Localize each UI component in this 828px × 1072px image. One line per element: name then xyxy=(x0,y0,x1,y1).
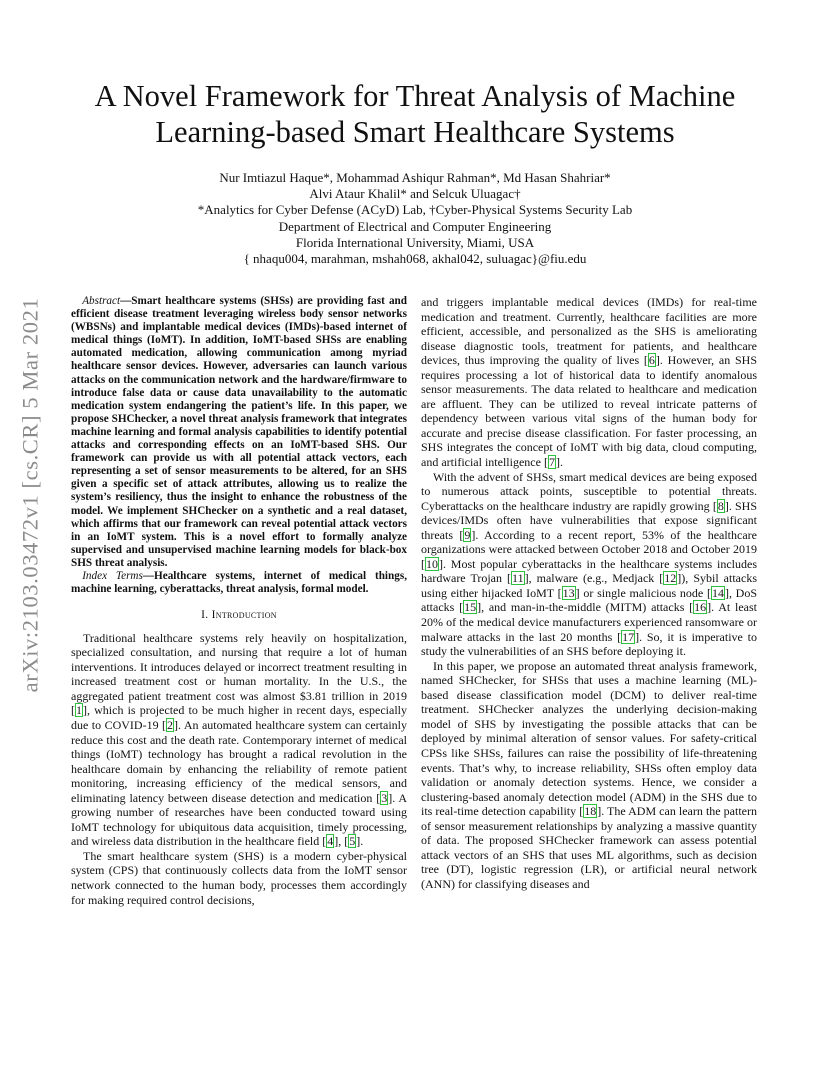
index-terms-text: —Healthcare systems, internet of medical things, machine learning, cyberattacks, threat analysis, formal model. xyxy=(71,569,407,596)
index-terms-label: Index Terms xyxy=(82,569,143,582)
author-emails: { nhaqu004, marahman, mshah068, akhal042, suluagac}@fiu.edu xyxy=(243,251,587,267)
intro-text: . A growing number of researches have been conducted toward using IoMT technology for ubiquitous data acquisition, timely processing, and wireless data distribution in the healthcare field xyxy=(71,790,407,849)
intro-paragraph-2: The smart healthcare system (SHS) is a modern cyber-physical system (CPS) that continuously collects data from the IoMT sensor network connected to the human body, processes them accordingly for making required control decisions, xyxy=(71,848,407,907)
affiliation-line-3: Florida International University, Miami, USA xyxy=(295,234,535,250)
intro-paragraph-1: Traditional healthcare systems rely heavily on hospitalization, specialized consultation, and nursing that require a lot of human interventions. It introduces delayed or incorrect treatment resulting in increased treatment cost or human mortality. In the U.S., the aggregated patient treatment cost was almost $3.81 trillion in 2019 [1], which is projected to be much higher in recent days, especially due to COVID-19 [2]. An automated healthcare system can certainly reduce this cost and the death rate. Contemporary internet of medical things (IoMT) technology has brought a radical revolution in the healthcare domain by enhancing the reliability of remote patient monitoring, increasing efficiency of the medical sensors, and eliminating latency between disease detection and medication [3]. A growing number of researches have been conducted toward using IoMT technology for ubiquitous data acquisition, timely processing, and wireless data distribution in the healthcare field [4], [5]. xyxy=(71,630,408,849)
citation-link[interactable]: 12 xyxy=(664,571,677,586)
citation-link[interactable]: 3 xyxy=(381,790,388,805)
intro-paragraph-4: With the advent of SHSs, smart medical devices are being exposed to numerous attack points, susceptible to potential threats. Cyberattacks on the healthcare industry are rapidly growing [8]. SHS devices/IMDs often have vulnerabilities that expose significant threats [9]. According to a recent report, 53% of the healthcare organizations were attacked between October 2018 and October 2019 [10]. Most popular cyberattacks in the healthcare systems includes hardware Trojan [11], malware (e.g., Medjack [12]), Sybil attacks using either hijacked IoMT [13] or single malicious node [14], DoS attacks [15], and man-in-the-middle (MITM) attacks [16]. At least 20% of the medical device manufacturers experienced ransomware or malware attacks in the last 20 months [17]. So, it is imperative to study the vulnerabilities of an SHS before deploying it. xyxy=(421,469,758,659)
intro-text: , which is projected to be much higher in recent days, especially due to COVID-19 xyxy=(71,703,407,732)
intro-text: , DoS attacks xyxy=(421,585,758,615)
intro-text: or single malicious node xyxy=(579,585,707,600)
intro-text: , and man-in-the-middle (MITM) attacks xyxy=(481,600,690,615)
title-line-2: Learning-based Smart Healthcare Systems xyxy=(155,115,675,149)
intro-text: ), Sybil attacks using either hijacked IoMT xyxy=(421,571,757,600)
intro-text: . The ADM can learn the pattern of sensor measurement relationships by analyzing a massive quantity of data. The proposed SHChecker framework can assess potential attack vectors of an SHS that uses ML algorithms, such as decision tree (DT), logistic regression (LR), or artificial neural network (ANN) for classifying diseases and xyxy=(421,804,757,891)
intro-text: , xyxy=(338,834,345,849)
citation-link[interactable]: 11 xyxy=(512,571,524,586)
intro-text: . Most popular cyberattacks in the healthcare systems includes hardware Trojan xyxy=(421,556,757,586)
citation-link[interactable]: 2 xyxy=(167,717,174,732)
section-number: I. xyxy=(201,609,212,622)
citation-link[interactable]: 7 xyxy=(548,455,555,470)
abstract-text: —Smart healthcare systems (SHSs) are providing fast and efficient disease treatment leveraging wireless body sensor networks (WBSNs) and implantable medical devices (IMDs)-based internet of medical things (IoMT). In addition, IoMT-based SHSs are enabling automated medication, allowing communication among myriad healthcare sensor devices. However, adversaries can launch various attacks on the communication network and the hardware/firmware to introduce false data or cause data unavailability to the automatic medication system endangering the patient’s life. In this paper, we propose SHChecker, a novel threat analysis framework that integrates machine learning and formal analysis capabilities to identify potential attacks and corresponding effects on an IoMT-based SHS. Our framework can provide us with all potential attack vectors, each representing a set of sensor measurements to be altered, for an SHS given a specific set of attack attributes, allowing us to realize the system’s resiliency, thus the insight to enhance the robustness of the model. We implement SHChecker on a synthetic and a real dataset, which affirms that our framework can reveal potential attack vectors in an IoMT system. This is a novel effort to formally analyze supervised and unsupervised machine learning models for black-box SHS threat analysis. xyxy=(71,295,407,569)
citation-link[interactable]: 1 xyxy=(76,703,82,718)
intro-text: . xyxy=(559,455,563,470)
citation-link[interactable]: 18 xyxy=(584,804,597,819)
right-column xyxy=(421,295,757,891)
affiliation-line-1: *Analytics for Cyber Defense (ACyD) Lab, †Cyber-Physical Systems Security Lab xyxy=(197,202,633,218)
section-heading-introduction xyxy=(71,608,407,623)
intro-paragraph-3: and triggers implantable medical devices (IMDs) for real-time medication and treatment. Currently, healthcare facilities are more efficient, accessible, and personalized as the SHS is ameliorating disease diagnostic tools, treatment for patients, and healthcare devices, thus improving the quality of lives [6]. However, an SHS requires processing a lot of historical data to identify anomalous sensor measurements. The data related to healthcare and medication are affluent. They can be utilized to reveal intricate patterns of dependency between various vital signs of the human body for accurate and precise disease classification. For faster processing, an SHS integrates the concept of IoMT with big data, cloud computing, and artificial intelligence [7]. xyxy=(421,295,758,470)
citation-link[interactable]: 4 xyxy=(327,834,334,849)
intro-paragraph-5: In this paper, we propose an automated threat analysis framework, named SHChecker, for SHSs that uses a machine learning (ML)-based disease classification model (DCM) to deliver real-time treatment. SHChecker analyzes the underlying decision-making model of SHS by investigating the possible attacks that can be deployed by minimal alteration of sensor values. For safety-critical CPSs like SHSs, failures can raise the possibility of life-threatening events. That’s why, to increase reliability, SHSs often employ data validation or anomaly detection systems. Hence, we consider a clustering-based anomaly detection model (ADM) in the SHS due to its real-time detection capability [18]. The ADM can learn the pattern of sensor measurement relationships by analyzing a massive quantity of data. The proposed SHChecker framework can assess potential attack vectors of an SHS that uses ML algorithms, such as decision tree (DT), logistic regression (LR), or artificial neural network (ANN) for classifying diseases and xyxy=(421,658,757,891)
index-terms xyxy=(71,570,407,596)
intro-text: . xyxy=(360,834,364,849)
citation-link[interactable]: 13 xyxy=(562,585,575,600)
paper-title xyxy=(55,78,775,150)
section-title: Introduction xyxy=(211,609,277,622)
intro-text: . However, an SHS requires processing a lot of historical data to identify anomalous sensor measurements. The data related to healthcare and medication are affluent. They can be utilized to reveal intricate patterns of dependency between various vital signs of the human body for accurate and precise disease classification. For faster processing, an SHS integrates the concept of IoMT with big data, cloud computing, and artificial intelligence xyxy=(421,353,758,470)
citation-link[interactable]: 5 xyxy=(349,834,356,849)
citation-link[interactable]: 8 xyxy=(717,498,724,513)
intro-text: . An automated healthcare system can certainly reduce this cost and the death rate. Contemporary internet of medical things (IoMT) technology has brought a radical revolution in the healthcare domain by enhancing the reliability of remote patient monitoring, increasing efficiency of the medical sensors, and eliminating latency between disease detection and medication xyxy=(71,717,408,805)
title-line-1: A Novel Framework for Threat Analysis of Machine xyxy=(94,79,736,113)
citation-link[interactable]: 6 xyxy=(648,353,655,368)
citation-link[interactable]: 17 xyxy=(622,629,635,644)
citation-link[interactable]: 9 xyxy=(464,527,471,542)
intro-text: Traditional healthcare systems rely heavily on hospitalization, specialized consultation, and nursing that require a lot of human interventions. It introduces delayed or incorrect treatment resulting in increased treatment cost or human mortality. In the U.S., the aggregated patient treatment cost was almost $3.81 trillion in 2019 xyxy=(71,630,407,703)
intro-text: , malware (e.g., Medjack xyxy=(528,571,660,586)
intro-text: In this paper, we propose an automated threat analysis framework, named SHChecker, for SHSs that uses a machine learning (ML)-based disease classification model (DCM) to deliver real-time treatment. SHChecker analyzes the underlying decision-making model of SHS by investigating the possible attacks that can be deployed by minimal alteration of sensor values. For safety-critical CPSs like SHSs, failures can raise the possibility of life-threatening events. That’s why, to increase reliability, SHSs often employ data validation or anomaly detection systems. Hence, we consider a clustering-based anomaly detection model (ADM) in the SHS due to its real-time detection capability xyxy=(421,658,757,819)
citation-link[interactable]: 14 xyxy=(711,585,724,600)
intro-text: . So, it is imperative to study the vulnerabilities of an SHS before deploying it. xyxy=(421,629,757,659)
intro-text: and triggers implantable medical devices (IMDs) for real-time medication and treatment. Currently, healthcare facilities are more efficient, accessible, and personalized as the SHS is ameliorating disease diagnostic tools, treatment for patients, and healthcare devices, thus improving the quality of lives xyxy=(421,295,757,368)
affiliation-line-2: Department of Electrical and Computer Engineering xyxy=(278,218,552,234)
arxiv-identifier xyxy=(12,290,48,700)
author-line-1: Nur Imtiazul Haque*, Mohammad Ashiqur Rahman*, Md Hasan Shahriar* xyxy=(219,170,611,185)
author-block xyxy=(110,170,720,267)
intro-text: . SHS devices/IMDs often have vulnerabilities that expose significant threats xyxy=(421,498,757,542)
citation-link[interactable]: 15 xyxy=(464,600,477,615)
author-line-2: Alvi Ataur Khalil* and Selcuk Uluagac† xyxy=(309,186,521,202)
intro-text: . At least 20% of the medical device manufacturers experienced ransomware or malware attacks in the last 20 months xyxy=(421,600,757,644)
abstract xyxy=(71,295,407,570)
abstract-label: Abstract xyxy=(82,295,121,307)
left-column xyxy=(71,295,407,907)
citation-link[interactable]: 10 xyxy=(426,556,438,571)
citation-link[interactable]: 16 xyxy=(694,600,707,615)
intro-text: . According to a recent report, 53% of the healthcare organizations were attacked between October 2018 and October 2019 xyxy=(421,527,757,557)
intro-text: With the advent of SHSs, smart medical devices are being exposed to numerous attack points, susceptible to potential threats. Cyberattacks on the healthcare industry are rapidly growing xyxy=(421,469,757,513)
arxiv-identifier-text: arXiv:2103.03472v1 [cs.CR] 5 Mar 2021 xyxy=(17,297,43,693)
